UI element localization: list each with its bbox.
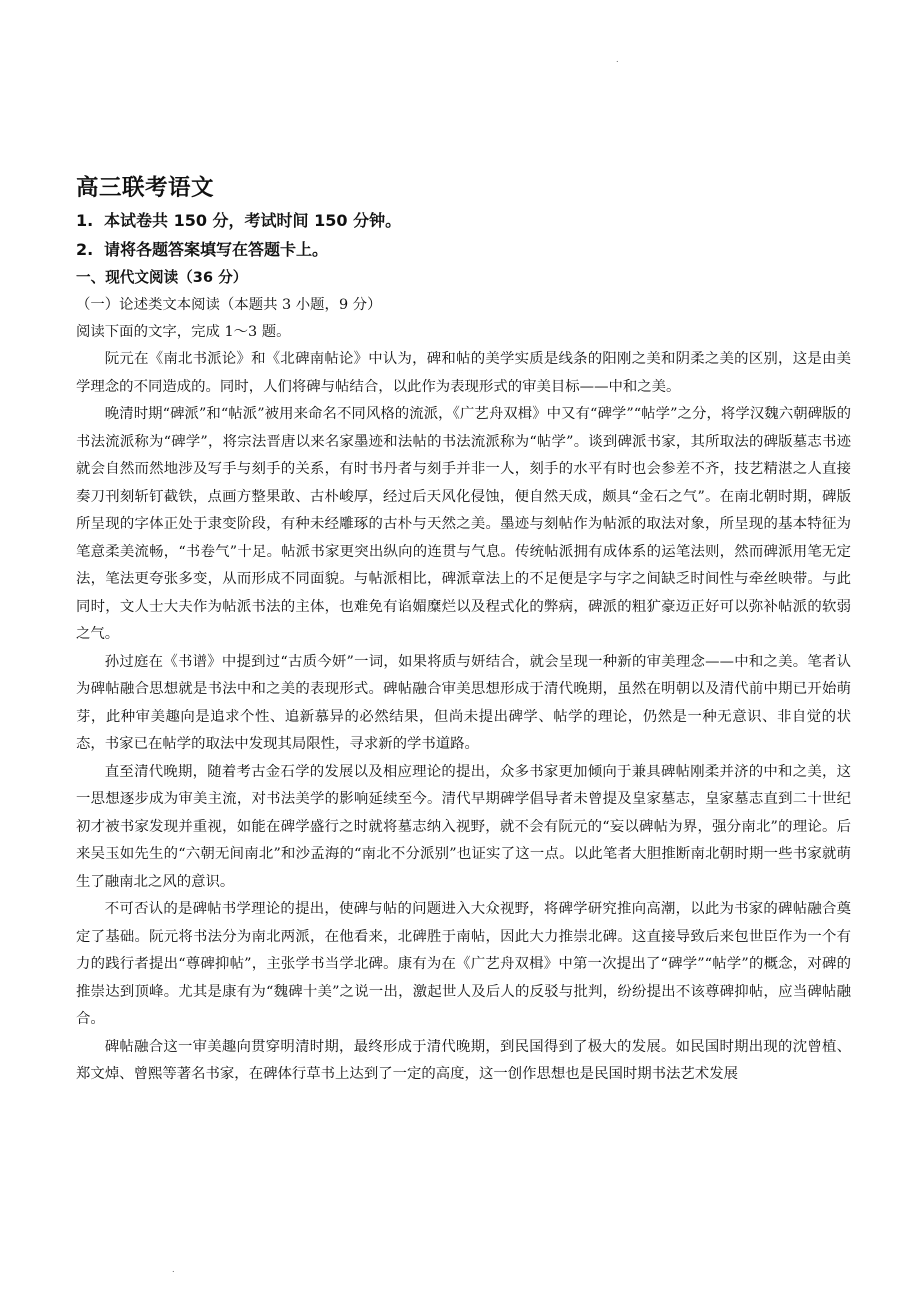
passage-paragraph-1: 阮元在《南北书派论》和《北碑南帖论》中认为，碑和帖的美学实质是线条的阳刚之美和阴柔之美的区别，这是由美学理念的不同造成的。同时，人们将碑与帖结合，以此作为表现形式的审美目标——中和之美。 [76,351,851,395]
subsection-heading: （一）论述类文本阅读（本题共 3 小题，9 分） [76,297,382,313]
note-number: 1. [76,211,94,230]
footer-mark: . [172,1265,175,1274]
reading-instruction: 阅读下面的文字，完成 1～3 题。 [76,324,291,340]
note-number: 2. [76,240,94,259]
section-heading: 一、现代文阅读（36 分） [76,269,248,286]
note-text: 本试卷共 150 分，考试时间 150 分钟。 [104,211,402,230]
page-content [76,170,851,1089]
passage-paragraph-6: 碑帖融合这一审美趣向贯穿明清时期，最终形成于清代晚期，到民国得到了极大的发展。如民国时期出现的沈曾植、郑文焯、曾熙等著名书家，在碑体行草书上达到了一定的高度，这一创作思想也是民国时期书法艺术发展 [76,1038,851,1082]
passage-paragraph-2: 晚清时期“碑派”和“帖派”被用来命名不同风格的流派，《广艺舟双楫》中又有“碑学”“帖学”之分，将学汉魏六朝碑版的书法流派称为“碑学”，将宗法晋唐以来名家墨迹和法帖的书法流派称为“帖学”。谈到碑派书家，其所取法的碑版墓志书迹就会自然而然地涉及写手与刻手的关系，有时书丹者与刻手并非一人，刻手的水平有时也会参差不齐，技艺精湛之人直接奏刀刊刻斩钉截铁，点画方整果敢、古朴峻厚，经过后天风化侵蚀，便自然天成，颇具“金石之气”。在南北朝时期，碑版所呈现的字体正处于隶变阶段，有种未经雕琢的古朴与天然之美。墨迹与刻帖作为帖派的取法对象，所呈现的基本特征为笔意柔美流畅，“书卷气”十足。帖派书家更突出纵向的连贯与气息。传统帖派拥有成体系的运笔法则，然而碑派用笔无定法，笔法更夸张多变，从而形成不同面貌。与帖派相比，碑派章法上的不足便是字与字之间缺乏时间性与牵丝映带。与此同时，文人士大夫作为帖派书法的主体，也难免有谄媚糜烂以及程式化的弊病，碑派的粗犷豪迈正好可以弥补帖派的软弱之气。 [76,406,851,642]
header-mark: . [616,55,619,64]
exam-note-2 [76,235,851,264]
exam-note-1 [76,206,851,235]
page-title: 高三联考语文 [76,175,215,201]
passage-paragraph-5: 不可否认的是碑帖书学理论的提出，使碑与帖的问题进入大众视野，将碑学研究推向高潮，以此为书家的碑帖融合奠定了基础。阮元将书法分为南北两派，在他看来，北碑胜于南帖，因此大力推崇北碑。这直接导致后来包世臣作为一个有力的践行者提出“尊碑抑帖”，主张学书当学北碑。康有为在《广艺舟双楫》中第一次提出了“碑学”“帖学”的概念，对碑的推崇达到顶峰。尤其是康有为“魏碑十美”之说一出，激起世人及后人的反驳与批判，纷纷提出不该尊碑抑帖，应当碑帖融合。 [76,901,851,1027]
passage-paragraph-4: 直至清代晚期，随着考古金石学的发展以及相应理论的提出，众多书家更加倾向于兼具碑帖刚柔并济的中和之美，这一思想逐步成为审美主流，对书法美学的影响延续至今。清代早期碑学倡导者未曾提及皇家墓志，皇家墓志直到二十世纪初才被书家发现并重视，如能在碑学盛行之时就将墓志纳入视野，就不会有阮元的“妄以碑帖为界，强分南北”的理论。后来吴玉如先生的“六朝无间南北”和沙孟海的“南北不分派别”也证实了这一点。以此笔者大胆推断南北朝时期一些书家就萌生了融南北之风的意识。 [76,763,851,890]
note-text: 请将各题答案填写在答题卡上。 [104,240,329,259]
passage-paragraph-3: 孙过庭在《书谱》中提到过“古质今妍”一词，如果将质与妍结合，就会呈现一种新的审美理念——中和之美。笔者认为碑帖融合思想就是书法中和之美的表现形式。碑帖融合审美思想形成于清代晚期，虽然在明朝以及清代前中期已开始萌芽，此种审美趣向是追求个性、追新慕异的必然结果，但尚未提出碑学、帖学的理论，仍然是一种无意识、非自觉的状态，书家已在帖学的取法中发现其局限性，寻求新的学书道路。 [76,653,851,752]
